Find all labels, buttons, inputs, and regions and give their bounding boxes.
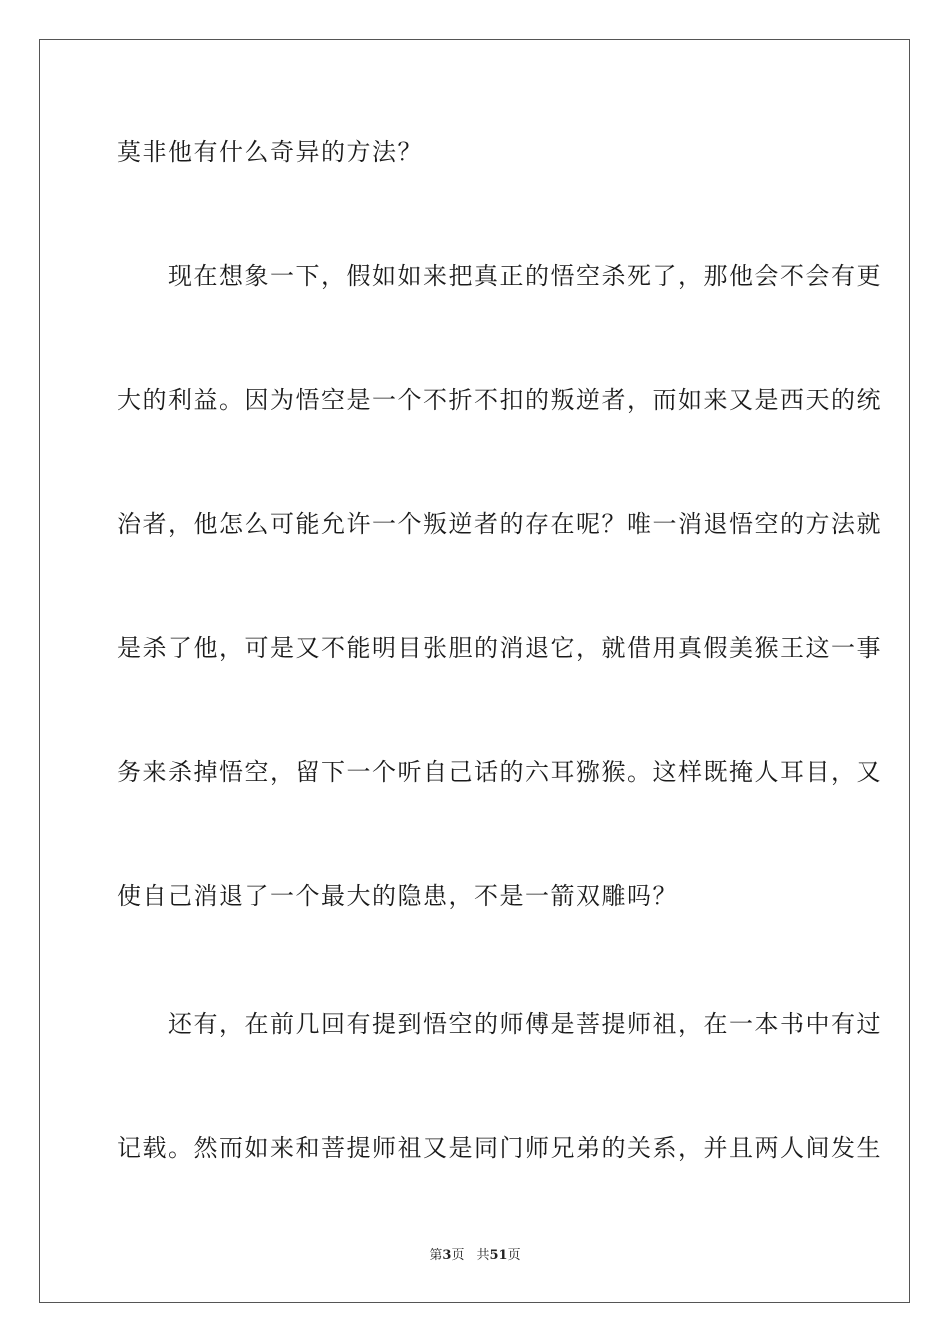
text-line-6: 务来杀掉悟空，留下一个听自己话的六耳猕猴。这样既掩人耳目，又 [117, 758, 882, 786]
total-suffix: 页 [507, 1248, 521, 1263]
text-line-5: 是杀了他，可是又不能明目张胆的消退它，就借用真假美猴王这一事 [117, 634, 882, 662]
page-number: 3 [442, 1248, 452, 1263]
page-footer [0, 1247, 950, 1265]
page-prefix: 第 [429, 1248, 443, 1263]
total-prefix: 共 [476, 1248, 490, 1263]
text-line-1: 莫非他有什么奇异的方法？ [117, 138, 423, 166]
page-suffix: 页 [451, 1248, 465, 1263]
text-line-8: 还有，在前几回有提到悟空的师傅是菩提师祖，在一本书中有过 [117, 1010, 882, 1038]
text-line-3: 大的利益。因为悟空是一个不折不扣的叛逆者，而如来又是西天的统 [117, 386, 882, 414]
page-border [39, 39, 910, 1303]
text-line-9: 记载。然而如来和菩提师祖又是同门师兄弟的关系，并且两人间发生 [117, 1134, 882, 1162]
total-pages: 51 [489, 1248, 508, 1263]
text-line-7: 使自己消退了一个最大的隐患，不是一箭双雕吗？ [117, 882, 678, 910]
text-line-2: 现在想象一下，假如如来把真正的悟空杀死了，那他会不会有更 [117, 262, 882, 290]
text-line-4: 治者，他怎么可能允许一个叛逆者的存在呢？唯一消退悟空的方法就 [117, 510, 882, 538]
